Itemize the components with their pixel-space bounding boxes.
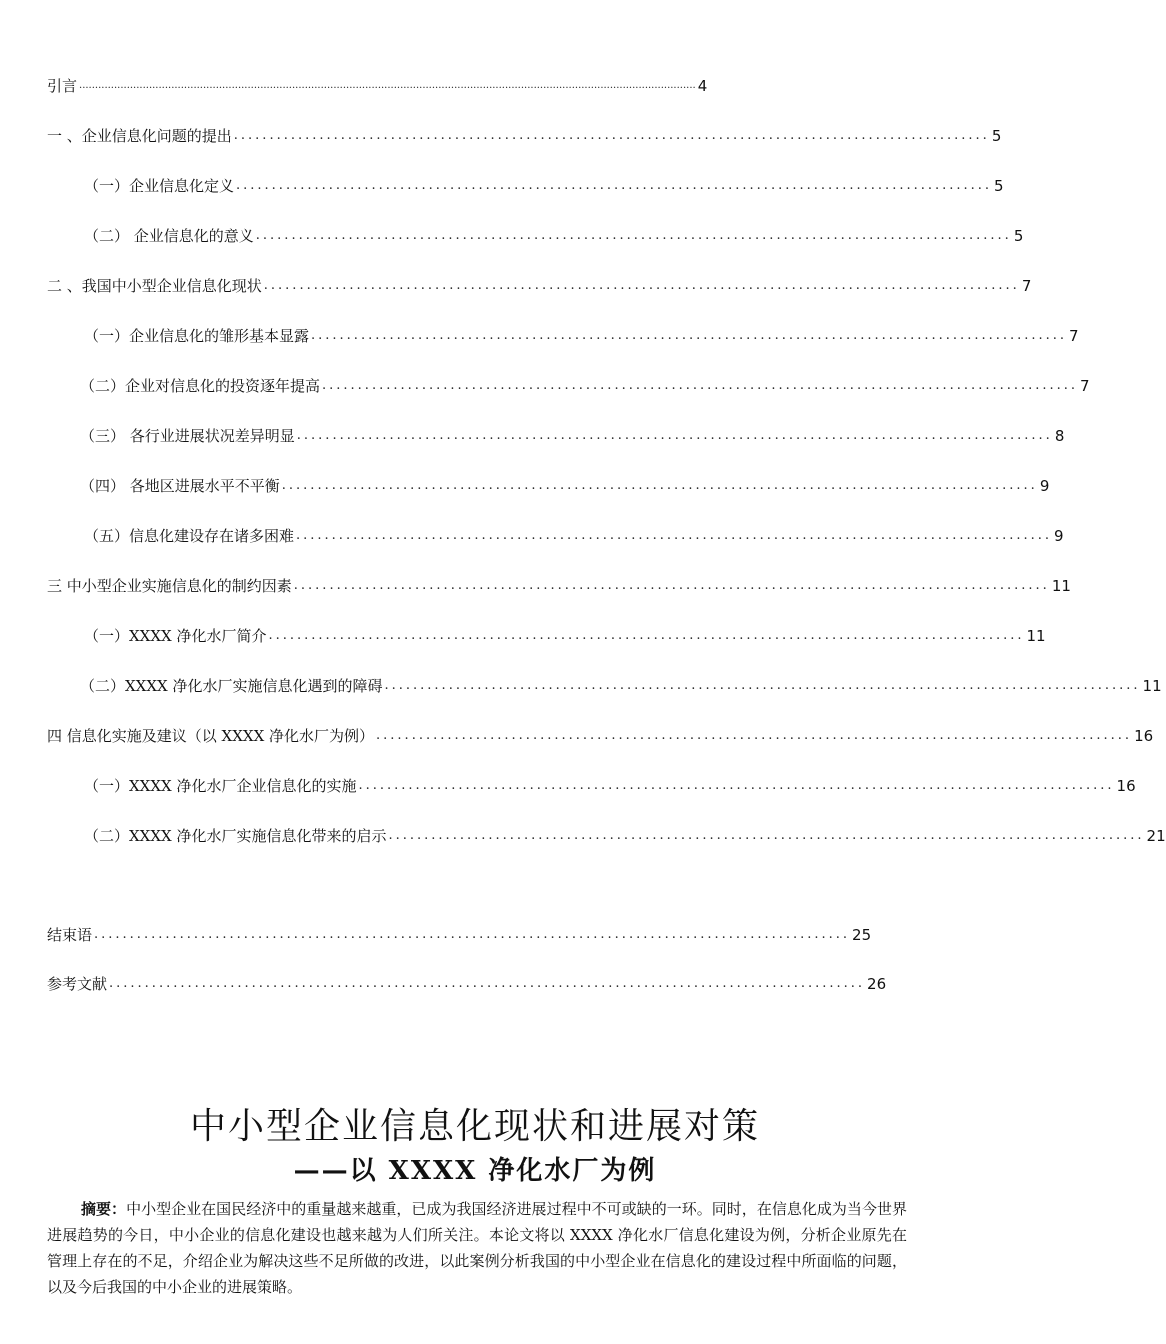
- toc-leader-dots: ..................................................................................................................................................................................................: [79, 80, 696, 91]
- paper-subtitle: ——以 XXXX 净化水厂为例: [293, 1156, 657, 1186]
- toc-entry[interactable]: [84, 776, 1136, 796]
- toc-leader-dots: ..........................................................................................................: [255, 228, 1012, 243]
- toc-entry-page: 9: [1054, 527, 1064, 545]
- toc-entry[interactable]: [47, 276, 1032, 296]
- toc-entry[interactable]: [80, 426, 1065, 446]
- toc-leader-dots: ..........................................................................................................: [322, 378, 1079, 393]
- toc-entry-page: 21: [1146, 827, 1166, 845]
- toc-entry-page: 7: [1080, 377, 1090, 395]
- toc-entry-label: （一）企业信息化定义: [84, 177, 235, 195]
- toc-entry[interactable]: [80, 676, 1162, 696]
- toc-entry-page: 25: [852, 926, 872, 944]
- toc-leader-dots: ..........................................................................................................: [236, 178, 993, 193]
- toc-entry-label: 一 、企业信息化问题的提出: [47, 127, 232, 145]
- toc-entry-page: 9: [1039, 477, 1050, 495]
- toc-leader-dots: ..........................................................................................................: [293, 578, 1050, 593]
- toc-entry-label: （一）XXXX 净化水厂简介: [84, 627, 267, 645]
- toc-entry-label: 二 、我国中小型企业信息化现状: [47, 277, 262, 295]
- toc-entry[interactable]: [84, 176, 1004, 196]
- toc-entry-label: （五）信息化建设存在诸多困难: [84, 527, 295, 545]
- toc-entry[interactable]: [84, 526, 1064, 546]
- toc-leader-dots: ..........................................................................................................: [358, 778, 1115, 793]
- toc-entry-label: （四） 各地区进展水平不平衡: [80, 477, 280, 495]
- toc-leader-dots: ..........................................................................................................: [296, 528, 1053, 543]
- toc-leader-dots: ..........................................................................................................: [376, 728, 1133, 743]
- toc-leader-dots: ..........................................................................................................: [296, 428, 1053, 443]
- toc-leader-dots: ..........................................................................................................: [388, 828, 1145, 843]
- abstract-paragraph: [47, 1196, 907, 1300]
- toc-entry-label: （三） 各行业进展状况差异明显: [80, 427, 295, 445]
- toc-leader-dots: ..........................................................................................................: [233, 128, 990, 143]
- toc-entry[interactable]: [47, 76, 707, 96]
- toc-entry-page: 11: [1142, 677, 1162, 695]
- toc-entry-page: 16: [1116, 777, 1136, 795]
- toc-entry-page: 7: [1021, 277, 1032, 295]
- toc-entry-page: 5: [991, 127, 1002, 145]
- toc-entry[interactable]: [47, 576, 1071, 596]
- toc-entry[interactable]: [84, 326, 1079, 346]
- toc-entry-label: 结束语: [47, 926, 93, 944]
- toc-entry-label: （二） 企业信息化的意义: [84, 227, 254, 245]
- toc-leader-dots: ..........................................................................................................: [94, 927, 851, 942]
- toc-entry-label: （二）企业对信息化的投资逐年提高: [80, 377, 321, 395]
- toc-entry-label: （二）XXXX 净化水厂实施信息化遇到的障碍: [80, 677, 383, 695]
- abstract-label: 摘要：: [81, 1200, 127, 1218]
- toc-entry-page: 5: [994, 177, 1004, 195]
- paper-title: 中小型企业信息化现状和进展对策: [189, 1106, 760, 1147]
- toc-entry-label: 四 信息化实施及建议（以 XXXX 净化水厂为例）: [47, 727, 375, 745]
- toc-entry[interactable]: [47, 974, 887, 994]
- toc-entry-label: 三 中小型企业实施信息化的制约因素: [47, 577, 292, 595]
- toc-entry[interactable]: [80, 476, 1050, 496]
- toc-entry-label: （二）XXXX 净化水厂实施信息化带来的启示: [84, 827, 387, 845]
- toc-entry[interactable]: [84, 826, 1166, 846]
- toc-entry-page: 4: [697, 77, 708, 95]
- toc-entry-page: 7: [1069, 327, 1079, 345]
- toc-entry[interactable]: [84, 626, 1046, 646]
- toc-entry-label: 参考文献: [47, 975, 108, 993]
- toc-leader-dots: ..........................................................................................................: [263, 278, 1020, 293]
- toc-leader-dots: ..........................................................................................................: [281, 478, 1038, 493]
- toc-entry-page: 26: [867, 975, 887, 993]
- toc-entry-page: 16: [1134, 727, 1154, 745]
- toc-entry-page: 5: [1013, 227, 1024, 245]
- toc-leader-dots: ..........................................................................................................: [311, 328, 1068, 343]
- toc-entry-page: 8: [1054, 427, 1065, 445]
- toc-entry-page: 11: [1026, 627, 1046, 645]
- toc-leader-dots: ..........................................................................................................: [384, 678, 1141, 693]
- toc-entry-label: 引言: [47, 77, 78, 95]
- toc-entry-label: （一）企业信息化的雏形基本显露: [84, 327, 310, 345]
- toc-leader-dots: ..........................................................................................................: [268, 628, 1025, 643]
- toc-entry-label: （一）XXXX 净化水厂企业信息化的实施: [84, 777, 357, 795]
- toc-entry[interactable]: [47, 126, 1002, 146]
- abstract-text: 中小型企业在国民经济中的重量越来越重，已成为我国经济进展过程中不可或缺的一环。同时，在信息化成为当今世界进展趋势的今日，中小企业的信息化建设也越来越为人们所关注。本论文将以 XXXX 净化水厂信息化建设为例，分析企业原先在管理上存在的不足，介绍企业为解决这些不足所做的改进，以此案例分析我国的中小型企业在信息化的建设过程中所面临的问题，以及今后我国的中小企业的进展策略。: [47, 1200, 907, 1296]
- toc-entry[interactable]: [80, 376, 1090, 396]
- toc-entry-page: 11: [1051, 577, 1071, 595]
- toc-leader-dots: ..........................................................................................................: [109, 976, 866, 991]
- toc-entry[interactable]: [47, 726, 1154, 746]
- toc-entry[interactable]: [84, 226, 1024, 246]
- toc-entry[interactable]: [47, 925, 872, 945]
